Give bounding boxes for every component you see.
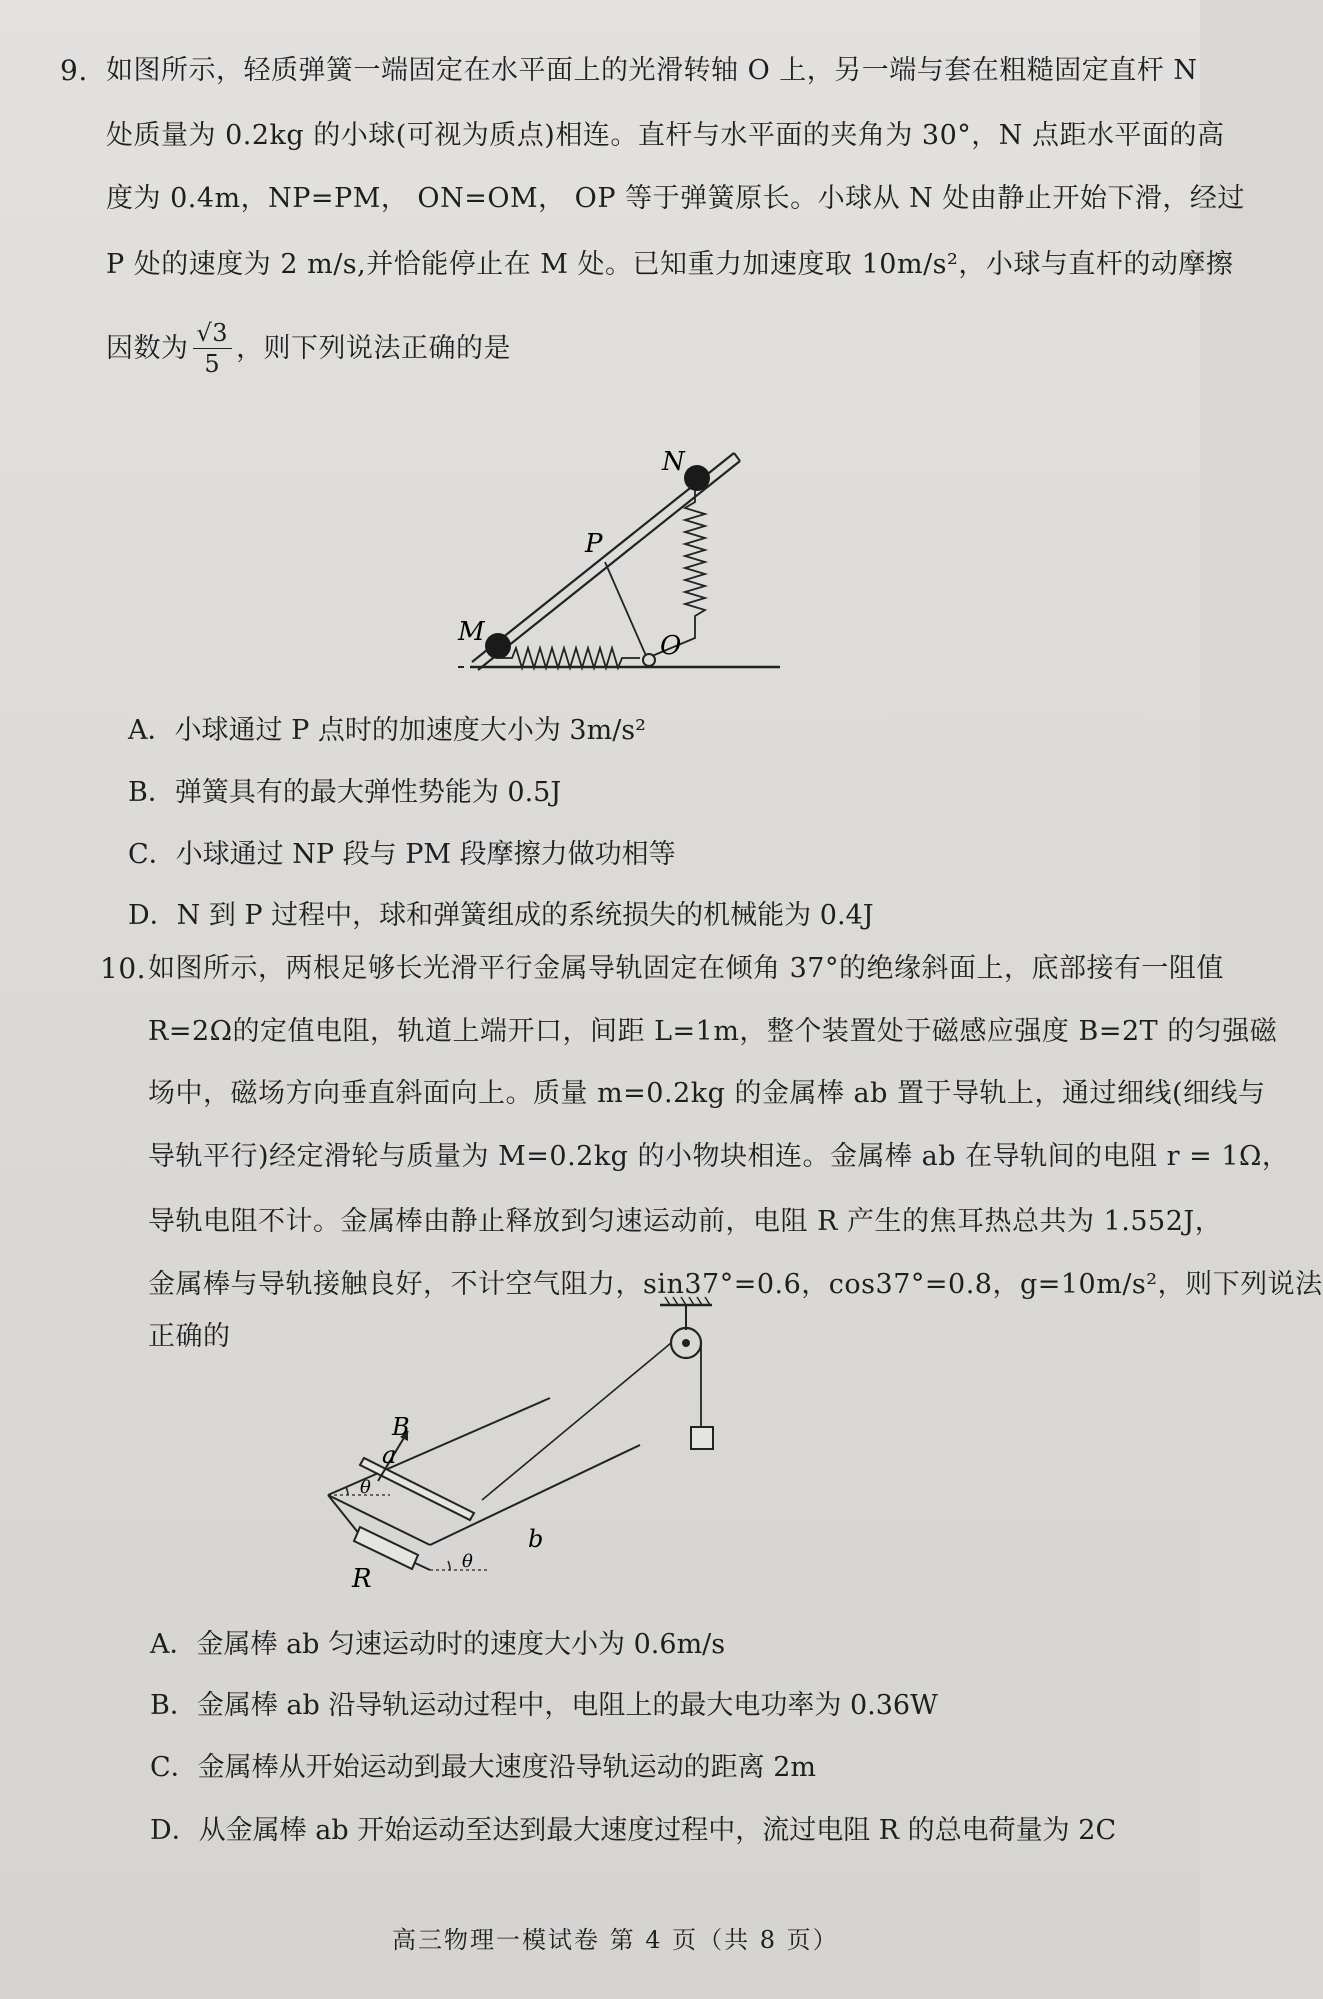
metal-rod-ab [360,1458,474,1520]
option-c: C．金属棒从开始运动到最大速度沿导轨运动的距离 2m [150,1752,817,1783]
question-text-line: 处质量为 0.2kg 的小球(可视为质点)相连。直杆与水平面的夹角为 30°，N 点距水平面的高 [106,120,1225,151]
option-d: D．N 到 P 过程中，球和弹簧组成的系统损失的机械能为 0.4J [128,900,874,931]
question-text-line: 如图所示，两根足够长光滑平行金属导轨固定在倾角 37°的绝缘斜面上，底部接有一阻值 [148,953,1224,984]
rod-end [734,453,740,461]
wire [415,1563,430,1570]
option-a: A．小球通过 P 点时的加速度大小为 3m/s² [128,715,646,746]
text-suffix: ，则下列说法正确的是 [236,332,512,364]
op-line [605,562,647,658]
question-text-line: 如图所示，轻质弹簧一端固定在水平面上的光滑转轴 O 上，另一端与套在粗糙固定直杆 N [106,55,1198,86]
wire [328,1495,360,1535]
question-number: 10. [100,952,147,985]
question-text-line: 场中，磁场方向垂直斜面向上。质量 m=0.2kg 的金属棒 ab 置于导轨上，通过细线(细线与 [148,1078,1266,1109]
angle-arc [346,1487,348,1495]
spring-horizontal [500,648,640,668]
question-number: 9. [60,54,88,87]
spring-vertical [652,480,705,656]
label-a: a [382,1441,397,1469]
rail-pulley-diagram [320,1295,740,1595]
rod-edge [478,461,740,670]
fraction-numerator: √3 [193,318,233,349]
label-b-end: b [528,1525,544,1553]
option-c: C．小球通过 NP 段与 PM 段摩擦力做功相等 [128,839,676,870]
label-b: B [392,1413,410,1441]
question-text-line: 金属棒与导轨接触良好，不计空气阻力，sin37°=0.6，cos37°=0.8，g=10m/s²，则下列说法 [148,1269,1323,1300]
option-b: B．弹簧具有的最大弹性势能为 0.5J [128,777,562,808]
ball-m [485,633,511,659]
label-m: M [458,617,485,647]
question-text-line: 正确的 [148,1321,231,1352]
hanging-block [691,1427,713,1449]
label-r: R [352,1564,372,1594]
label-theta: θ [462,1551,473,1572]
label-n: N [662,447,685,477]
question-text-line: R=2Ω的定值电阻，轨道上端开口，间距 L=1m，整个装置处于磁感应强度 B=2T 的匀强磁 [148,1016,1278,1047]
fraction [193,318,233,379]
question-text-line: P 处的速度为 2 m/s,并恰能停止在 M 处。已知重力加速度取 10m/s²，小球与直杆的动摩擦 [106,249,1234,280]
question-text-line: 导轨电阻不计。金属棒由静止释放到匀速运动前，电阻 R 产生的焦耳热总共为 1.552J， [148,1206,1223,1237]
page-footer: 高三物理一模试卷 第 4 页（共 8 页） [392,1926,839,1954]
pulley-axle [682,1339,690,1347]
option-b: B．金属棒 ab 沿导轨运动过程中，电阻上的最大电功率为 0.36W [150,1690,938,1721]
spring-rod-diagram [440,440,800,690]
question-text-line: 度为 0.4m，NP=PM， ON=OM， OP 等于弹簧原长。小球从 N 处由静止开始下滑，经过 [106,183,1245,214]
fraction-denominator: 5 [204,350,221,378]
label-o: O [660,631,682,661]
option-d: D．从金属棒 ab 开始运动至达到最大速度过程中，流过电阻 R 的总电荷量为 2C [150,1815,1117,1846]
spring-rod-figure [440,440,800,690]
text-prefix: 因数为 [106,332,189,364]
label-p: P [585,529,603,559]
label-theta: θ [360,1477,371,1498]
angle-arc [448,1561,450,1570]
question-text-line: 导轨平行)经定滑轮与质量为 M=0.2kg 的小物块相连。金属棒 ab 在导轨间的电阻 r = 1Ω， [148,1141,1290,1172]
option-a: A．金属棒 ab 匀速运动时的速度大小为 0.6m/s [150,1629,726,1660]
rail-pulley-figure [320,1295,740,1595]
pivot-o [643,654,655,666]
rope-incline [482,1343,671,1500]
ball-n [684,465,710,491]
question-text-line [106,318,511,379]
